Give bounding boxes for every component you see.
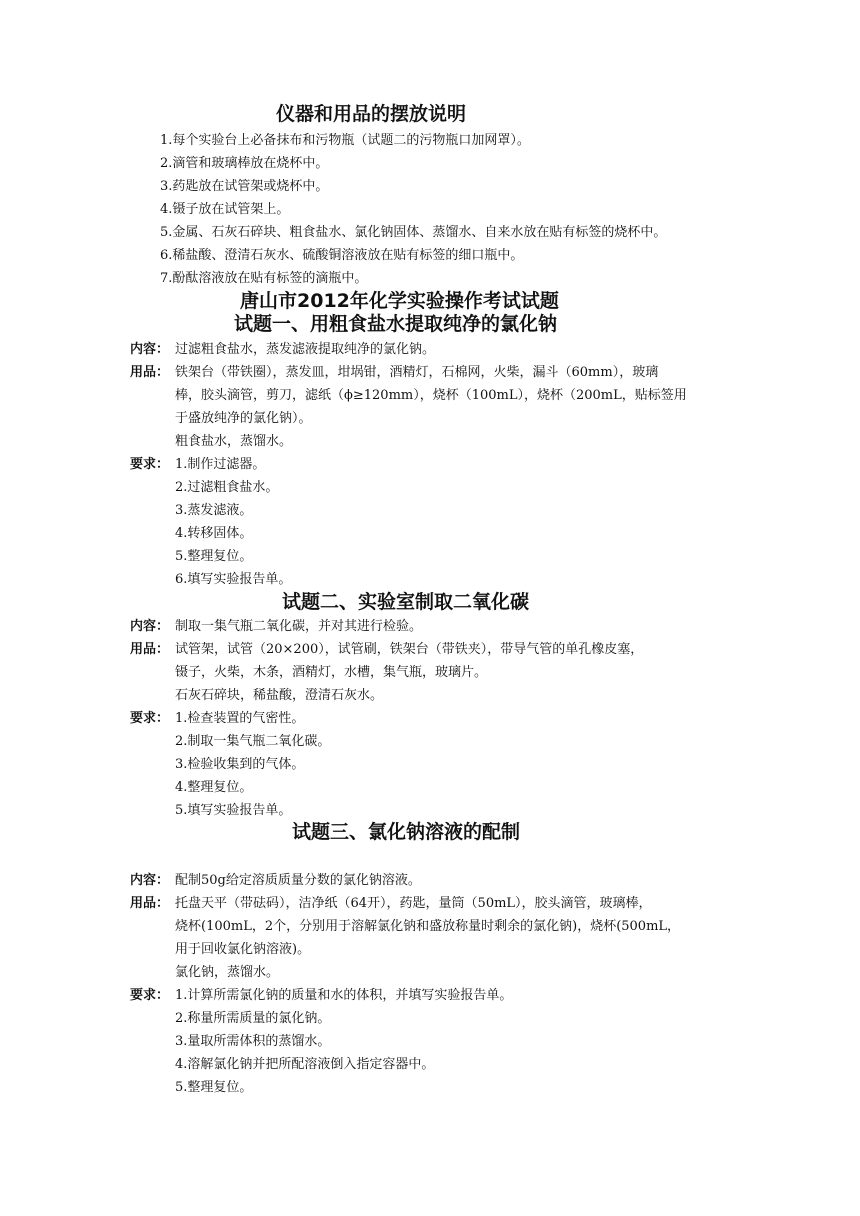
section-title: 仪器和用品的摆放说明 (276, 103, 467, 125)
supplies-text: 粗食盐水，蒸馏水。 (175, 434, 293, 449)
supplies-label: 用品： (130, 896, 170, 911)
supplies-text: 于盛放纯净的氯化钠）。 (175, 411, 312, 426)
content-text: 过滤粗食盐水，蒸发滤液提取纯净的氯化钠。 (175, 342, 436, 357)
requirement-item: 4.溶解氯化钠并把所配溶液倒入指定容器中。 (175, 1057, 435, 1072)
supplies-text: 石灰石碎块，稀盐酸，澄清石灰水。 (175, 688, 384, 703)
requirement-item: 1.计算所需氯化钠的质量和水的体积，并填写实验报告单。 (175, 988, 513, 1003)
list-item: 6.稀盐酸、澄清石灰水、硫酸铜溶液放在贴有标签的细口瓶中。 (160, 248, 524, 263)
list-item: 2.滴管和玻璃棒放在烧杯中。 (160, 156, 329, 171)
requirements-label: 要求： (130, 988, 170, 1003)
question-title: 试题二、实验室制取二氧化碳 (282, 591, 530, 613)
supplies-text: 托盘天平（带砝码），洁净纸（64开），药匙，量筒（50mL），胶头滴管，玻璃棒， (175, 896, 652, 911)
list-item: 5.金属、石灰石碎块、粗食盐水、氯化钠固体、蒸馏水、自来水放在贴有标签的烧杯中。 (160, 225, 667, 240)
content-label: 内容： (130, 873, 170, 888)
supplies-text: 氯化钠，蒸馏水。 (175, 965, 280, 980)
list-item: 1.每个实验台上必备抹布和污物瓶（试题二的污物瓶口加网罩）。 (160, 133, 530, 148)
content-label: 内容： (130, 342, 170, 357)
content-text: 制取一集气瓶二氧化碳，并对其进行检验。 (175, 619, 423, 634)
requirement-item: 2.称量所需质量的氯化钠。 (175, 1011, 331, 1026)
supplies-text: 用于回收氯化钠溶液)。 (175, 942, 311, 957)
content-label: 内容： (130, 619, 170, 634)
exam-title: 唐山市2012年化学实验操作考试试题 (240, 290, 559, 312)
list-item: 3.药匙放在试管架或烧杯中。 (160, 179, 329, 194)
list-item: 7.酚酞溶液放在贴有标签的滴瓶中。 (160, 271, 368, 286)
supplies-label: 用品： (130, 365, 170, 380)
question-title: 试题一、用粗食盐水提取纯净的氯化钠 (234, 313, 558, 335)
supplies-label: 用品： (130, 642, 170, 657)
supplies-text: 镊子，火柴，木条，酒精灯，水槽，集气瓶，玻璃片。 (175, 665, 488, 680)
requirement-item: 5.整理复位。 (175, 1080, 253, 1095)
supplies-text: 试管架，试管（20×200），试管刷，铁架台（带铁夹），带导气管的单孔橡皮塞， (175, 642, 644, 657)
requirement-item: 6.填写实验报告单。 (175, 572, 292, 587)
requirement-item: 2.制取一集气瓶二氧化碳。 (175, 734, 331, 749)
requirements-label: 要求： (130, 457, 170, 472)
requirement-item: 3.检验收集到的气体。 (175, 757, 305, 772)
supplies-text: 烧杯(100mL，2个，分别用于溶解氯化钠和盛放称量时剩余的氯化钠)，烧杯(500mL， (175, 919, 681, 934)
supplies-text: 棒，胶头滴管，剪刀，滤纸（ϕ≥120mm），烧杯（100mL），烧杯（200mL，贴标签用 (175, 388, 687, 403)
supplies-text: 铁架台（带铁圈），蒸发皿，坩埚钳，酒精灯，石棉网，火柴，漏斗（60mm），玻璃 (175, 365, 659, 380)
requirement-item: 1.检查装置的气密性。 (175, 711, 305, 726)
requirement-item: 1.制作过滤器。 (175, 457, 266, 472)
content-text: 配制50g给定溶质质量分数的氯化钠溶液。 (175, 873, 421, 888)
requirements-label: 要求： (130, 711, 170, 726)
requirement-item: 2.过滤粗食盐水。 (175, 480, 279, 495)
requirement-item: 4.整理复位。 (175, 780, 253, 795)
requirement-item: 3.蒸发滤液。 (175, 503, 253, 518)
list-item: 4.镊子放在试管架上。 (160, 202, 290, 217)
requirement-item: 4.转移固体。 (175, 526, 253, 541)
requirement-item: 3.量取所需体积的蒸馏水。 (175, 1034, 331, 1049)
requirement-item: 5.整理复位。 (175, 549, 253, 564)
question-title: 试题三、氯化钠溶液的配制 (292, 821, 521, 843)
requirement-item: 5.填写实验报告单。 (175, 803, 292, 818)
